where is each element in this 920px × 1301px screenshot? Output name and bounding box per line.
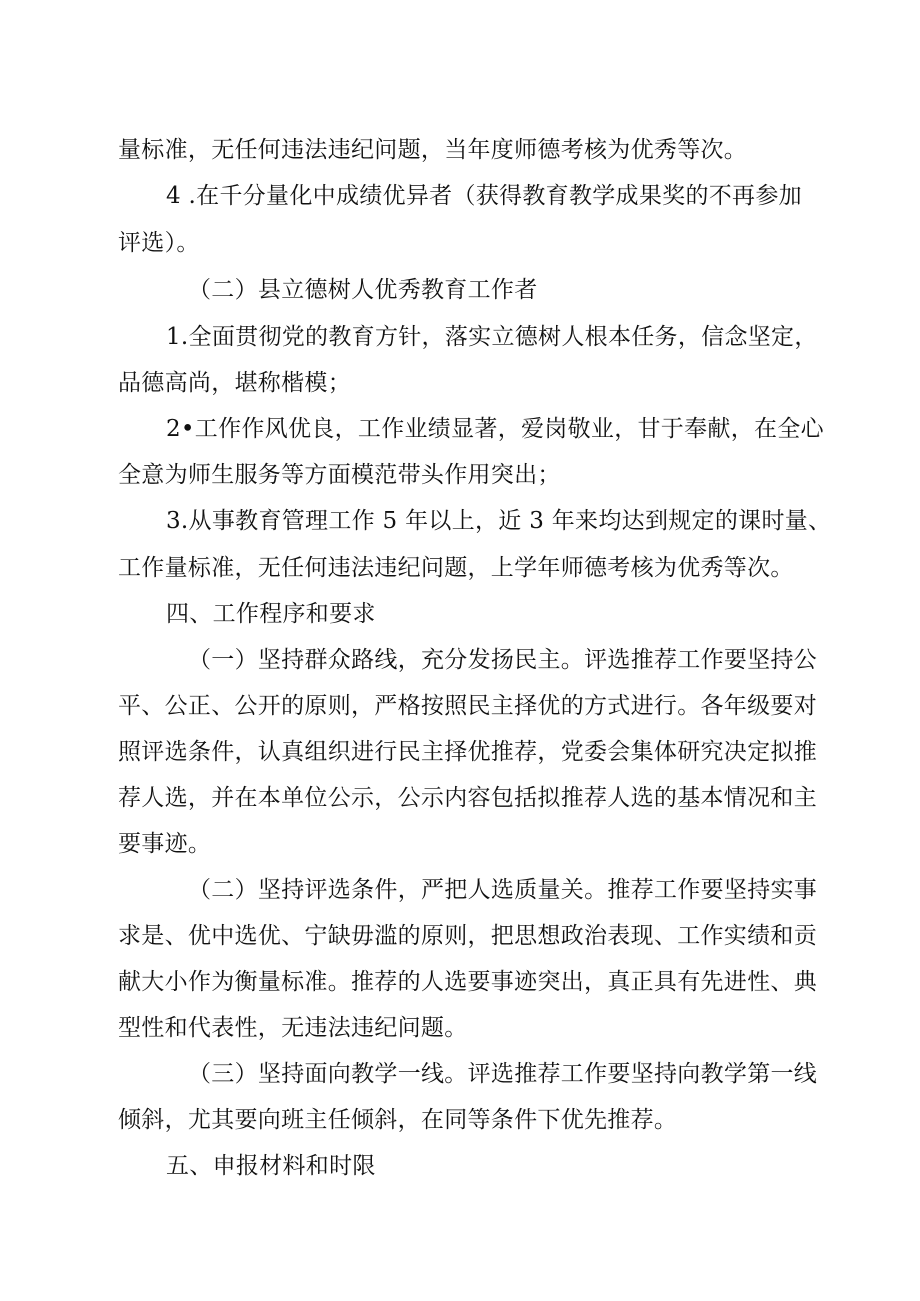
text-line: 2•工作作风优良，工作业绩显著，爱岗敬业，甘于奉献，在全心: [166, 416, 824, 442]
text-line: 求是、优中选优、宁缺毋滥的原则，把思想政治表现、工作实绩和贡: [118, 923, 817, 949]
text-line: 1.全面贯彻党的教育方针，落实立德树人根本任务，信念坚定，: [166, 324, 818, 350]
text-line: 3.从事教育管理工作 5 年以上，近 3 年来均达到规定的课时量、: [166, 508, 832, 534]
section-heading: 五、申报材料和时限: [166, 1153, 376, 1179]
text-line: （三）坚持面向教学一线。评选推荐工作要坚持向教学第一线: [188, 1061, 818, 1087]
text-line: 要事迹。: [118, 831, 212, 857]
text-line: 照评选条件，认真组织进行民主择优推荐，党委会集体研究决定拟推: [118, 739, 817, 765]
section-heading: 四、工作程序和要求: [166, 601, 376, 627]
text-line: 工作量标准，无任何违法违纪问题，上学年师德考核为优秀等次。: [118, 555, 794, 581]
text-line: （一）坚持群众路线，充分发扬民主。评选推荐工作要坚持公: [188, 647, 818, 673]
text-line: 量标准，无任何违法违纪问题，当年度师德考核为优秀等次。: [118, 137, 748, 163]
text-line: 型性和代表性，无违法违纪问题。: [118, 1015, 468, 1041]
text-line: 全意为师生服务等方面模范带头作用突出；: [118, 462, 561, 488]
text-line: 评选）。: [118, 230, 200, 256]
text-line: 倾斜，尤其要向班主任倾斜，在同等条件下优先推荐。: [118, 1107, 678, 1133]
text-line: 平、公正、公开的原则，严格按照民主择优的方式进行。各年级要对: [118, 693, 817, 719]
text-line: 4 .在千分量化中成绩优异者（获得教育教学成果奖的不再参加: [166, 183, 802, 209]
text-line: 荐人选，并在本单位公示，公示内容包括拟推荐人选的基本情况和主: [118, 785, 817, 811]
text-line: 献大小作为衡量标准。推荐的人选要事迹突出，真正具有先进性、典: [118, 969, 817, 995]
text-line: （二）坚持评选条件，严把人选质量关。推荐工作要坚持实事: [188, 877, 818, 903]
section-heading: （二）县立德树人优秀教育工作者: [188, 277, 538, 303]
text-line: 品德高尚，堪称楷模；: [118, 370, 351, 396]
